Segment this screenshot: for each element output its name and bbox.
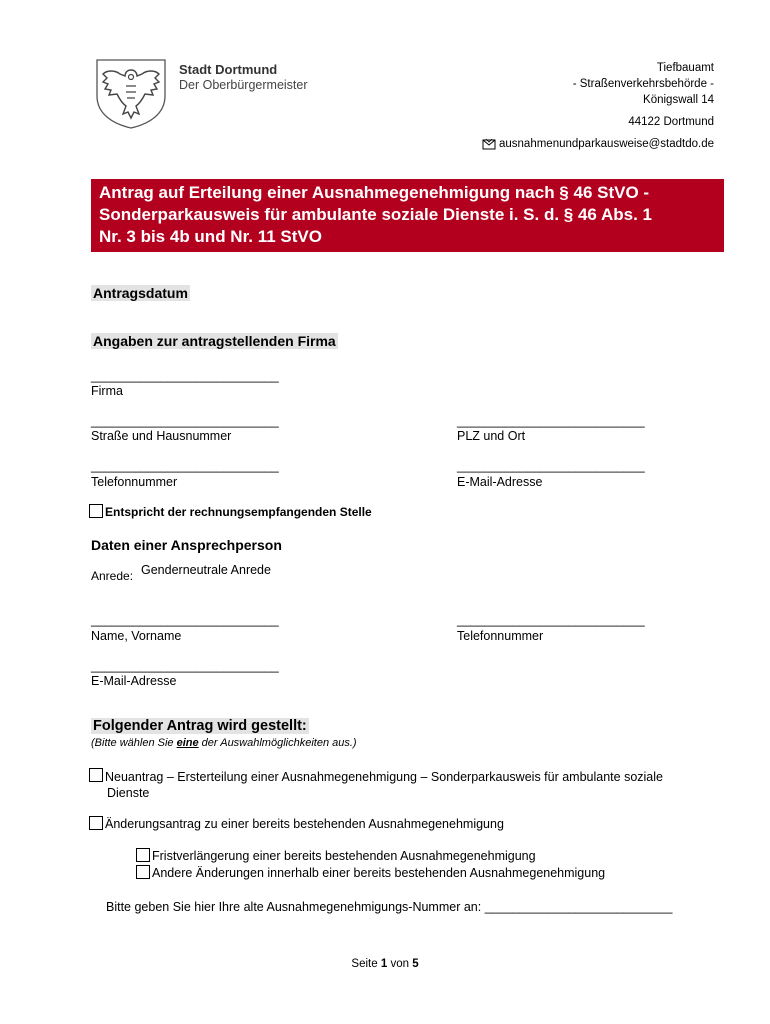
section-firma: Angaben zur antragstellenden Firma [93, 333, 336, 349]
neuantrag-label-line: Dienste [107, 786, 150, 800]
firma-input-line[interactable]: ___________________________ [91, 369, 279, 383]
nummer-input-line[interactable]: ___________________________ [484, 900, 673, 914]
form-title-line: Sonderparkausweis für ambulante soziale Dienste i. S. d. § 46 Abs. 1 [99, 205, 652, 224]
page-footer [0, 958, 770, 970]
email2-input-line[interactable]: ___________________________ [91, 659, 279, 673]
hint-emphasis: eine [176, 737, 199, 749]
logo-mayor: Der Oberbürgermeister [179, 78, 308, 92]
section-ansprechperson: Daten einer Ansprechperson [91, 537, 282, 553]
envelope-icon [482, 138, 496, 150]
frist-label: Fristverlängerung einer bereits bestehenden Ausnahmegenehmigung [152, 849, 536, 863]
section-antrag: Folgender Antrag wird gestellt: [93, 718, 307, 734]
eagle-crest-icon [93, 56, 169, 130]
footer-von: von [390, 958, 409, 970]
address-line: 44122 Dortmund [628, 116, 714, 128]
footer-total-pages: 5 [412, 958, 419, 970]
footer-current-page: 1 [380, 958, 388, 970]
address-line: Tiefbauamt [656, 62, 714, 74]
form-title-line: Antrag auf Erteilung einer Ausnahmegenehmigung nach § 46 StVO - [99, 183, 650, 202]
name-input-line[interactable]: ___________________________ [91, 613, 279, 627]
sender-address [573, 60, 714, 130]
rechnung-option [89, 504, 372, 519]
plz-ort-label: PLZ und Ort [457, 429, 526, 443]
nummer-row [106, 900, 672, 914]
strasse-input-line[interactable]: ___________________________ [91, 414, 279, 428]
address-line: - Straßenverkehrsbehörde - [572, 78, 714, 90]
rechnung-label: Entspricht der rechnungsempfangenden Stelle [105, 505, 372, 519]
neuantrag-label [105, 769, 663, 801]
telefon2-input-line[interactable]: ___________________________ [457, 613, 645, 627]
selection-hint [91, 737, 357, 749]
logo-city-name: Stadt Dortmund [179, 62, 278, 77]
strasse-label: Straße und Hausnummer [91, 429, 232, 443]
andere-option [136, 865, 605, 880]
email2-label: E-Mail-Adresse [91, 674, 177, 688]
city-logo [93, 56, 313, 130]
aenderung-checkbox[interactable] [89, 816, 103, 830]
aenderung-option [89, 816, 504, 831]
contact-email [482, 138, 714, 150]
form-title-line: Nr. 3 bis 4b und Nr. 11 StVO [99, 227, 322, 246]
address-line: Königswall 14 [643, 94, 714, 106]
firma-label: Firma [91, 384, 123, 398]
anrede-select[interactable]: Genderneutrale Anrede [141, 563, 271, 577]
hint-text: der Auswahlmöglichkeiten aus.) [198, 737, 357, 749]
aenderung-label: Änderungsantrag zu einer bereits bestehenden Ausnahmegenehmigung [105, 817, 504, 831]
frist-option [136, 848, 536, 863]
nummer-prompt: Bitte geben Sie hier Ihre alte Ausnahmegenehmigungs-Nummer an: [106, 900, 482, 914]
andere-checkbox[interactable] [136, 865, 150, 879]
anrede-label: Anrede: [91, 569, 134, 583]
rechnung-checkbox[interactable] [89, 504, 103, 518]
neuantrag-option [89, 768, 663, 801]
plz-ort-input-line[interactable]: ___________________________ [457, 414, 645, 428]
frist-checkbox[interactable] [136, 848, 150, 862]
name-label: Name, Vorname [91, 629, 182, 643]
telefon-label: Telefonnummer [91, 475, 178, 489]
telefon-input-line[interactable]: ___________________________ [91, 459, 279, 473]
email-label: E-Mail-Adresse [457, 475, 543, 489]
andere-label: Andere Änderungen innerhalb einer bereits bestehenden Ausnahmegenehmigung [152, 866, 606, 880]
telefon2-label: Telefonnummer [457, 629, 544, 643]
neuantrag-label-line: Neuantrag – Ersterteilung einer Ausnahmegenehmigung – Sonderparkausweis für ambulante soziale [105, 770, 663, 784]
email-address: ausnahmenundparkausweise@stadtdo.de [499, 138, 714, 150]
neuantrag-checkbox[interactable] [89, 768, 103, 782]
hint-text: (Bitte wählen Sie [91, 737, 177, 749]
form-title-banner [91, 179, 724, 252]
section-antragsdatum: Antragsdatum [93, 285, 188, 301]
email-input-line[interactable]: ___________________________ [457, 459, 645, 473]
footer-seite: Seite [351, 958, 378, 970]
